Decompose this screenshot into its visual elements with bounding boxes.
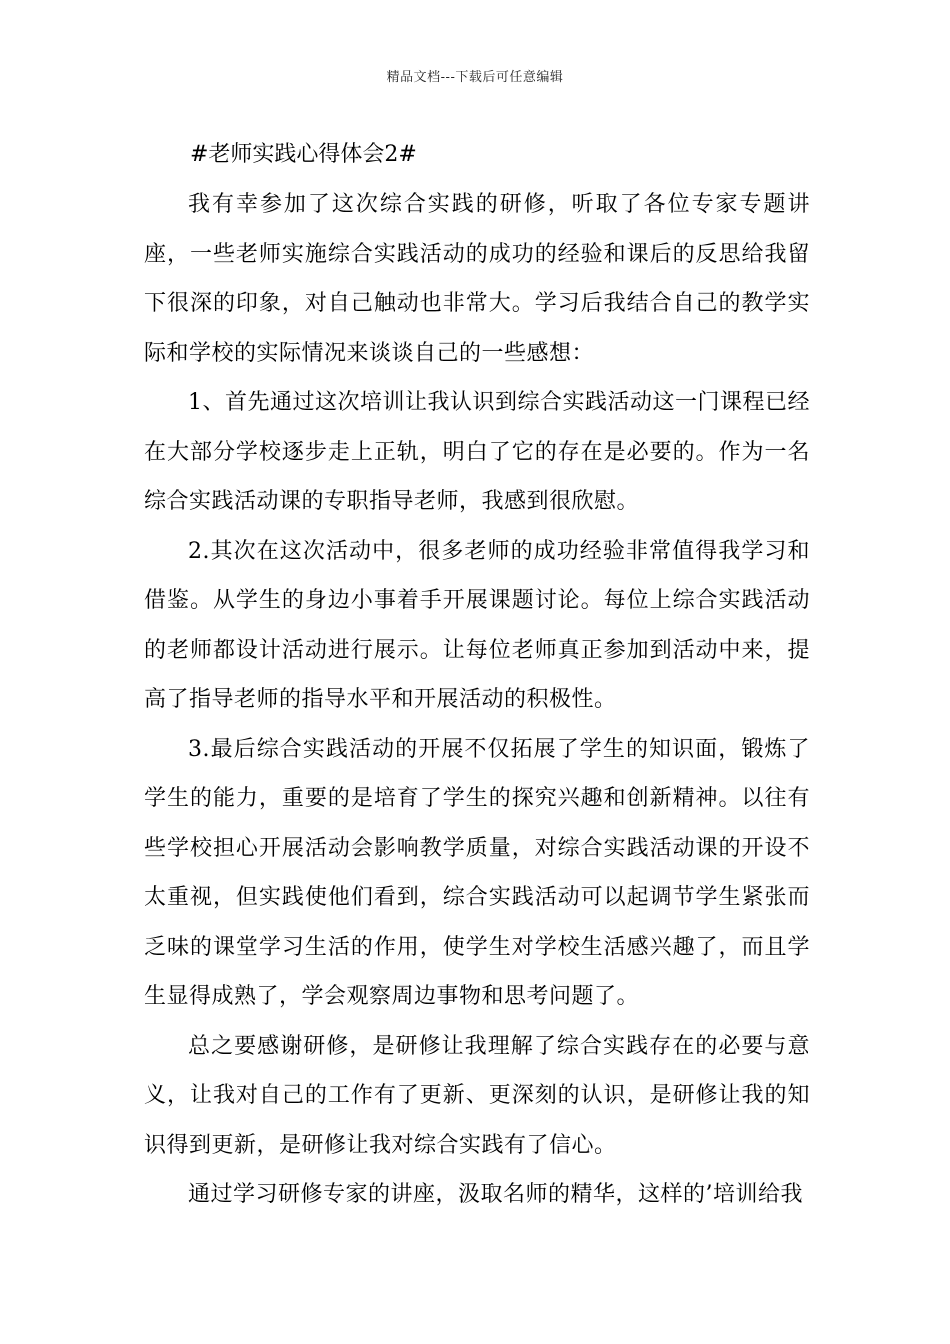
paragraph-point-1: 1、首先通过这次培训让我认识到综合实践活动这一门课程已经在大部分学校逐步走上正轨，明白了它的存在是必要的。作为一名综合实践活动课的专职指导老师，我感到很欣慰。 [144, 390, 810, 514]
paragraph-point-3: 3.最后综合实践活动的开展不仅拓展了学生的知识面，锻炼了学生的能力，重要的是培育了学生的探究兴趣和创新精神。以往有些学校担心开展活动会影响教学质量，对综合实践活动课的开设不太重视，但实践使他们看到，综合实践活动可以起调节学生紧张而乏味的课堂学习生活的作用，使学生对学校生活感兴趣了，而且学生显得成熟了，学会观察周边事物和思考问题了。 [144, 736, 810, 1009]
header-watermark: 精品文档---下载后可任意编辑 [386, 70, 564, 85]
document-body [144, 130, 810, 1220]
paragraph-summary: 总之要感谢研修，是研修让我理解了综合实践存在的必要与意义，让我对自己的工作有了更新、更深刻的认识，是研修让我的知识得到更新，是研修让我对综合实践有了信心。 [144, 1033, 810, 1158]
paragraph-intro: 我有幸参加了这次综合实践的研修，听取了各位专家专题讲座，一些老师实施综合实践活动的成功的经验和课后的反思给我留下很深的印象，对自己触动也非常大。学习后我结合自己的教学实际和学校的实际情况来谈谈自己的一些感想： [144, 192, 810, 366]
document-title: #老师实践心得体会2# [190, 142, 417, 167]
paragraph-continued: 通过学习研修专家的讲座，汲取名师的精华，这样的’培训给我 [188, 1182, 803, 1207]
paragraph-point-2: 2.其次在这次活动中，很多老师的成功经验非常值得我学习和借鉴。从学生的身边小事着手开展课题讨论。每位上综合实践活动的老师都设计活动进行展示。让每位老师真正参加到活动中来，提高了指导老师的指导水平和开展活动的积极性。 [144, 538, 810, 712]
